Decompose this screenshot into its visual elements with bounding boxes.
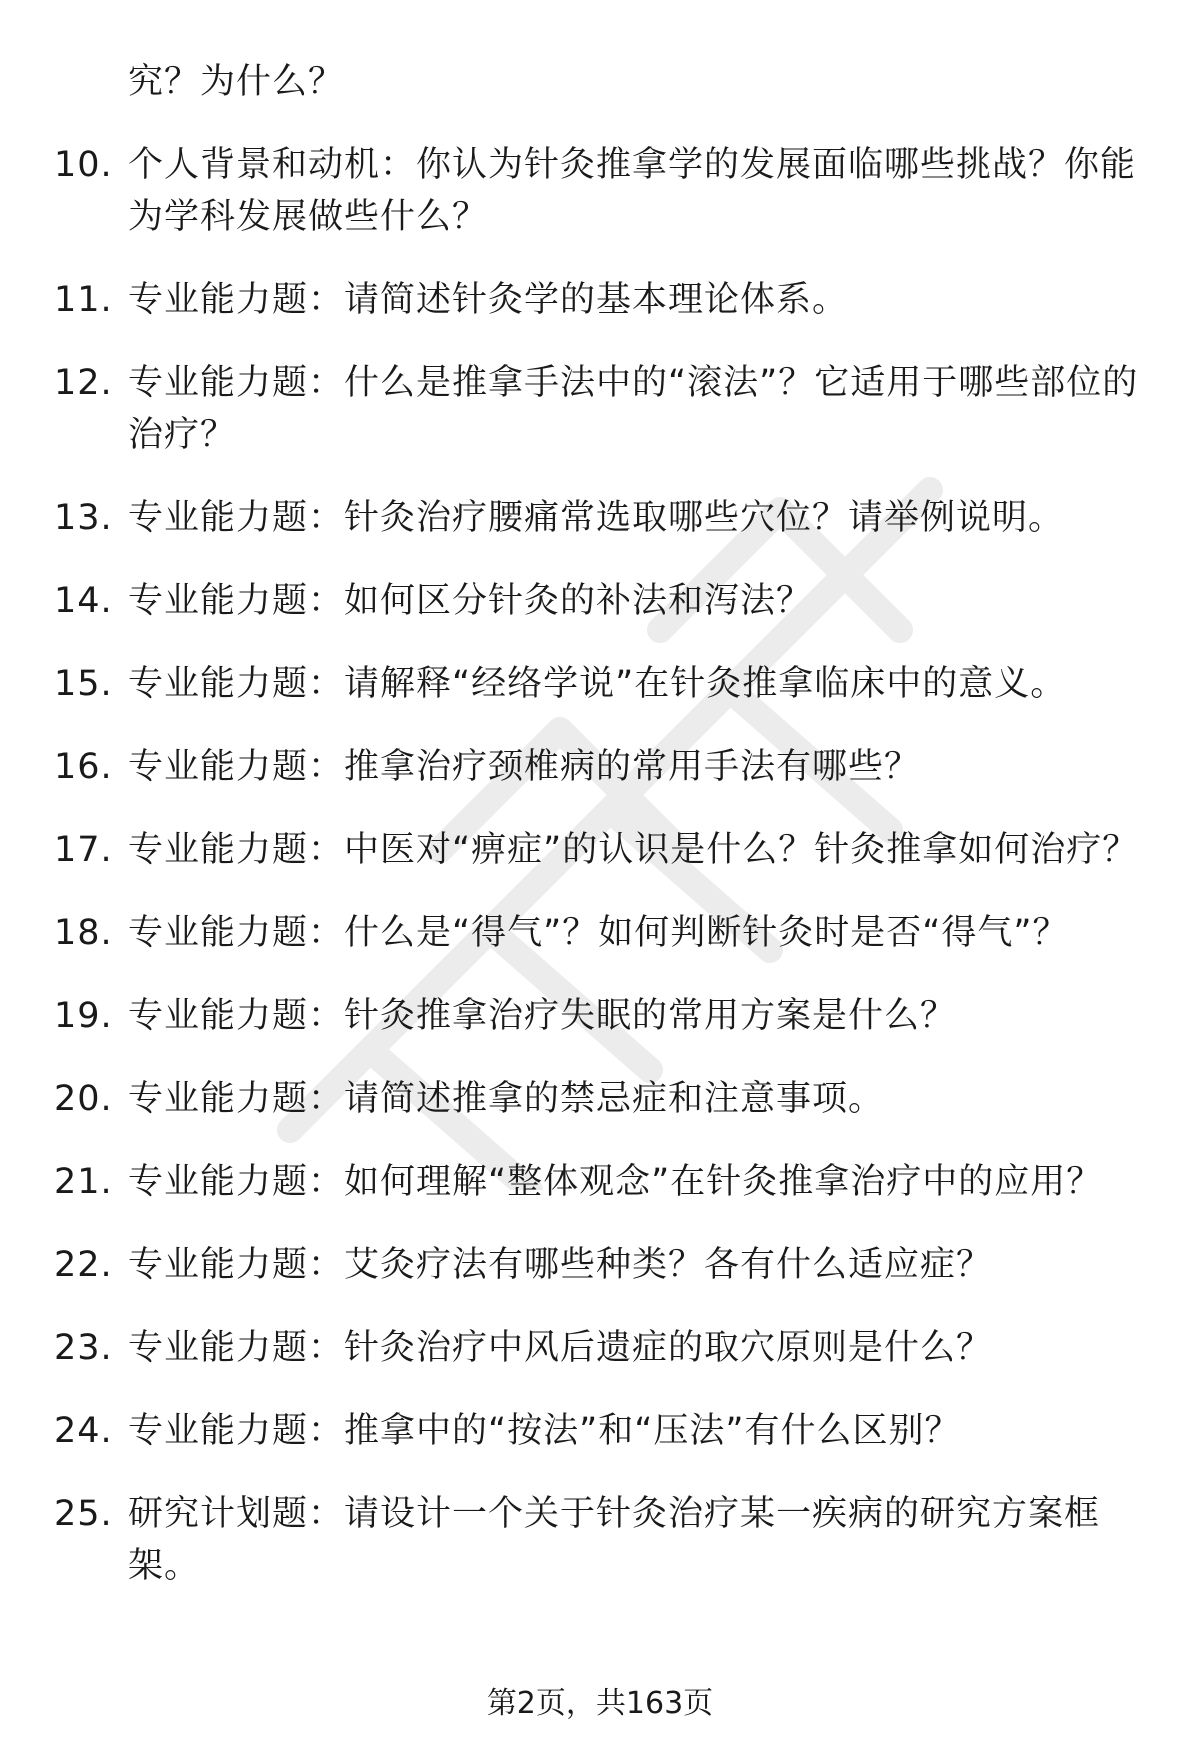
item-text: 个人背景和动机：你认为针灸推拿学的发展面临哪些挑战？你能为学科发展做些什么？ [128,145,1137,237]
item-text: 专业能力题：请简述针灸学的基本理论体系。 [128,280,849,320]
item-number: 18. [54,913,113,953]
item-text: 专业能力题：推拿治疗颈椎病的常用手法有哪些？ [128,747,921,787]
item-number: 19. [54,996,113,1036]
list-item [0,357,1200,461]
list-item [0,575,1200,627]
item-number: 25. [54,1494,113,1534]
item-number: 11. [54,280,113,320]
list-item [0,741,1200,793]
list-item [0,1322,1200,1374]
list-item [0,824,1200,876]
item-number: 17. [54,830,113,870]
item-text: 专业能力题：如何理解“整体观念”在针灸推拿治疗中的应用？ [128,1162,1103,1202]
item-text: 专业能力题：艾灸疗法有哪些种类？各有什么适应症？ [128,1245,993,1285]
item-text: 专业能力题：什么是推拿手法中的“滚法”？它适用于哪些部位的治疗？ [128,363,1139,455]
item-text: 专业能力题：请简述推拿的禁忌症和注意事项。 [128,1079,885,1119]
item-text: 专业能力题：如何区分针灸的补法和泻法？ [128,581,813,621]
item-text: 专业能力题：针灸治疗中风后遗症的取穴原则是什么？ [128,1328,993,1368]
item-text: 专业能力题：针灸治疗腰痛常选取哪些穴位？请举例说明。 [128,498,1065,538]
item-number: 13. [54,498,113,538]
list-item [0,1405,1200,1457]
list-item [0,1073,1200,1125]
item-number: 22. [54,1245,113,1285]
item-text: 专业能力题：什么是“得气”？如何判断针灸时是否“得气”？ [128,913,1069,953]
item-number: 15. [54,664,113,704]
item-number: 14. [54,581,113,621]
continued-question-text: 究？为什么？ [128,62,345,102]
item-number: 23. [54,1328,113,1368]
item-text: 研究计划题：请设计一个关于针灸治疗某一疾病的研究方案框架。 [128,1494,1101,1586]
list-item [0,658,1200,710]
list-item [0,1239,1200,1291]
item-text: 专业能力题：中医对“痹症”的认识是什么？针灸推拿如何治疗？ [128,830,1139,870]
item-text: 专业能力题：请解释“经络学说”在针灸推拿临床中的意义。 [128,664,1067,704]
list-item [0,274,1200,326]
item-number: 24. [54,1411,113,1451]
list-item [0,1156,1200,1208]
list-item [0,139,1200,243]
item-number: 12. [54,363,113,403]
item-number: 16. [54,747,113,787]
item-text: 专业能力题：推拿中的“按法”和“压法”有什么区别？ [128,1411,961,1451]
list-item [0,990,1200,1042]
list-item [0,907,1200,959]
item-number: 21. [54,1162,113,1202]
item-number: 10. [54,145,113,185]
question-list [0,56,1200,1623]
item-number: 20. [54,1079,113,1119]
list-item [0,1488,1200,1592]
item-text: 专业能力题：针灸推拿治疗失眠的常用方案是什么？ [128,996,957,1036]
list-item [0,492,1200,544]
page-number-footer: 第2页，共163页 [486,1686,714,1721]
